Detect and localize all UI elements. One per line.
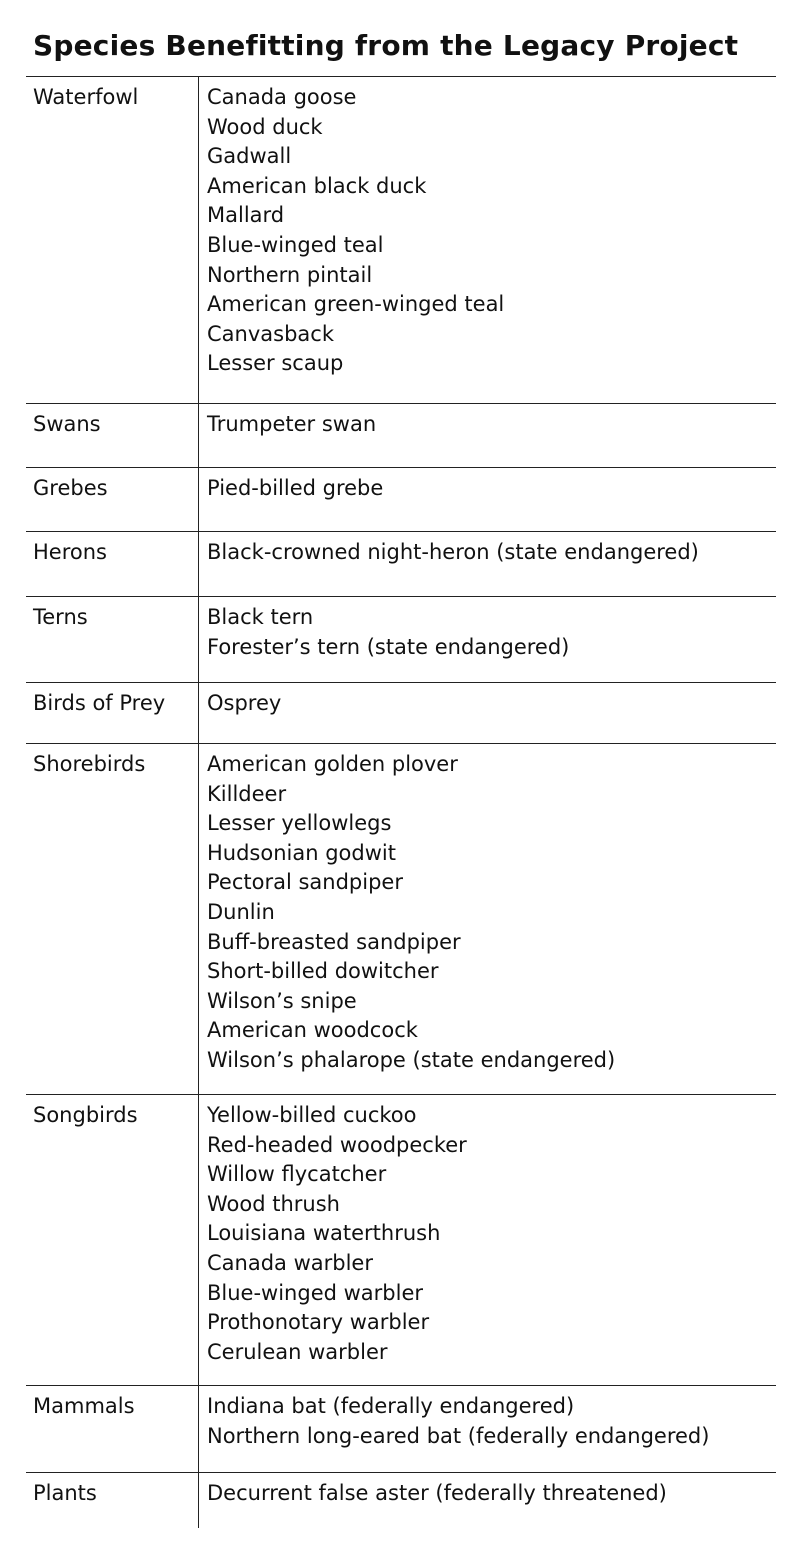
species-list — [207, 83, 504, 379]
species-item: Canada goose — [207, 85, 357, 109]
species-item: Gadwall — [207, 144, 292, 169]
species-item: Blue-winged teal — [207, 232, 384, 257]
species-item: Decurrent false aster (federally threatened) — [207, 1481, 667, 1505]
species-item: Northern pintail — [207, 262, 373, 287]
species-item: American green-winged teal — [207, 292, 505, 317]
species-item: Black tern — [207, 605, 314, 629]
species-item: Prothonotary warbler — [207, 1310, 430, 1335]
species-list — [207, 603, 569, 662]
species-item: Killdeer — [207, 781, 287, 806]
species-item: American black duck — [207, 173, 427, 198]
species-item: Indiana bat (federally endangered) — [207, 1394, 575, 1418]
species-list — [207, 689, 281, 719]
species-item: Osprey — [207, 691, 282, 715]
table-row-terns — [26, 597, 776, 683]
species-item: Wood duck — [207, 114, 323, 139]
species-item: Wilson’s phalarope (state endangered) — [207, 1047, 616, 1072]
species-list — [207, 1392, 709, 1451]
table-row-waterfowl — [26, 77, 776, 404]
page-title: Species Benefitting from the Legacy Project — [33, 29, 739, 62]
species-item: Red-headed woodpecker — [207, 1132, 467, 1157]
group-label: Birds of Prey — [33, 691, 166, 715]
species-item: Louisiana waterthrush — [207, 1221, 441, 1246]
species-item: Canada warbler — [207, 1250, 373, 1275]
group-label: Waterfowl — [33, 85, 139, 109]
species-item: Pied-billed grebe — [207, 476, 384, 500]
species-list — [207, 474, 383, 504]
species-item: Forester’s tern (state endangered) — [207, 634, 570, 659]
species-item: Wilson’s snipe — [207, 988, 357, 1013]
species-item: Hudsonian godwit — [207, 840, 396, 865]
table-row-birds-of-prey — [26, 683, 776, 744]
species-list — [207, 1479, 667, 1509]
table-row-songbirds — [26, 1095, 776, 1386]
table-row-grebes — [26, 468, 776, 532]
species-item: American golden plover — [207, 752, 458, 776]
species-list — [207, 410, 376, 440]
species-item: Yellow-billed cuckoo — [207, 1103, 417, 1127]
group-label: Shorebirds — [33, 752, 146, 776]
species-item: Trumpeter swan — [207, 412, 377, 436]
group-label: Plants — [33, 1481, 97, 1505]
species-item: Buff-breasted sandpiper — [207, 929, 461, 954]
species-item: Black-crowned night-heron (state endangered) — [207, 540, 699, 564]
species-list — [207, 1101, 467, 1367]
table-row-swans — [26, 404, 776, 468]
group-label: Herons — [33, 540, 107, 564]
species-item: Northern long-eared bat (federally endangered) — [207, 1423, 710, 1448]
species-item: Cerulean warbler — [207, 1339, 388, 1364]
species-list — [207, 750, 615, 1076]
species-item: American woodcock — [207, 1018, 418, 1043]
species-item: Lesser yellowlegs — [207, 811, 392, 836]
table-row-shorebirds — [26, 744, 776, 1095]
group-label: Grebes — [33, 476, 108, 500]
species-item: Lesser scaup — [207, 351, 344, 376]
species-item: Mallard — [207, 203, 285, 228]
species-item: Willow flycatcher — [207, 1162, 387, 1187]
species-item: Dunlin — [207, 899, 275, 924]
species-item: Pectoral sandpiper — [207, 870, 403, 895]
species-item: Canvasback — [207, 321, 334, 346]
species-item: Wood thrush — [207, 1191, 340, 1216]
table-row-mammals — [26, 1386, 776, 1473]
group-label: Mammals — [33, 1394, 135, 1418]
table-row-plants — [26, 1473, 776, 1528]
group-label: Terns — [33, 605, 88, 629]
species-item: Short-billed dowitcher — [207, 959, 439, 984]
species-list — [207, 538, 699, 568]
table-row-herons — [26, 532, 776, 597]
species-item: Blue-winged warbler — [207, 1280, 424, 1305]
group-label: Songbirds — [33, 1103, 138, 1127]
group-label: Swans — [33, 412, 101, 436]
